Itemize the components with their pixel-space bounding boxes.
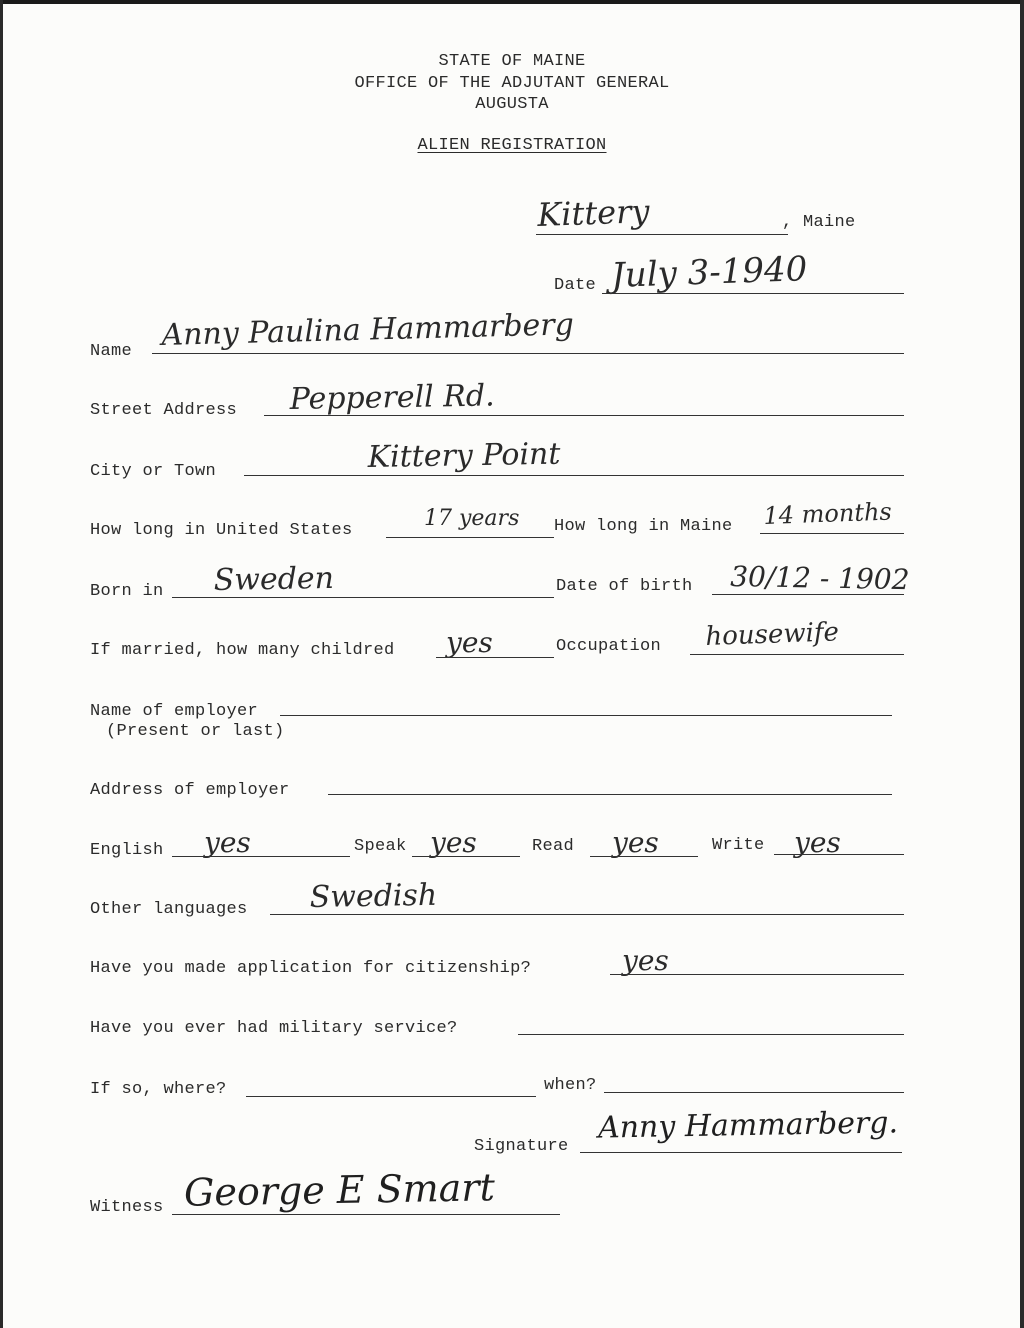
name-line [152, 353, 904, 354]
born-in-value: Sweden [213, 560, 335, 598]
scan-edge-left [0, 0, 3, 1328]
citizenship-value: yes [622, 944, 669, 977]
street-address-line [264, 415, 904, 416]
signature-value: Anny Hammarberg. [597, 1105, 899, 1146]
form-title: ALIEN REGISTRATION [417, 136, 607, 155]
english-value: yes [204, 826, 251, 859]
scan-edge-top [0, 0, 1024, 4]
how-long-us-label: How long in United States [90, 521, 353, 540]
how-long-maine-label: How long in Maine [554, 517, 733, 536]
married-children-value: yes [446, 626, 493, 659]
other-languages-value: Swedish [309, 877, 438, 915]
read-line [590, 856, 698, 857]
city-line [244, 475, 904, 476]
military-label: Have you ever had military service? [90, 1019, 458, 1038]
other-languages-label: Other languages [90, 900, 248, 919]
name-label: Name [90, 342, 133, 361]
born-in-line [172, 597, 554, 598]
occupation-line [690, 654, 904, 655]
write-label: Write [712, 836, 765, 855]
citizenship-label: Have you made application for citizenship? [90, 959, 532, 978]
header-state: STATE OF MAINE [438, 52, 586, 71]
read-value: yes [612, 826, 659, 859]
witness-label: Witness [90, 1198, 164, 1217]
street-address-value: Pepperell Rd. [289, 378, 495, 417]
citizenship-line [610, 974, 904, 975]
header-city: AUGUSTA [475, 95, 549, 114]
city-label: City or Town [90, 462, 217, 481]
born-in-label: Born in [90, 582, 164, 601]
employer-name-label: Name of employer [90, 702, 259, 721]
speak-label: Speak [354, 837, 407, 856]
where-label: If so, where? [90, 1080, 227, 1099]
occupation-label: Occupation [556, 637, 662, 656]
date-of-birth-label: Date of birth [556, 577, 693, 596]
name-value: Anny Paulina Hammarberg [161, 307, 575, 353]
date-line [602, 293, 904, 294]
read-label: Read [532, 837, 575, 856]
scan-edge-right [1020, 0, 1024, 1328]
date-of-birth-value: 30/12 - 1902 [730, 560, 910, 597]
employer-note: (Present or last) [106, 722, 285, 741]
witness-line [172, 1214, 560, 1215]
when-line [604, 1092, 904, 1093]
write-line [774, 854, 904, 855]
speak-line [412, 856, 520, 857]
how-long-maine-value: 14 months [763, 497, 893, 530]
town-value: Kittery [536, 192, 651, 234]
header-office: OFFICE OF THE ADJUTANT GENERAL [354, 74, 670, 93]
date-of-birth-line [712, 594, 904, 595]
english-line [172, 856, 350, 857]
english-label: English [90, 841, 164, 860]
city-value: Kittery Point [367, 436, 561, 475]
maine-label: , Maine [782, 213, 856, 232]
date-value: July 3-1940 [610, 249, 808, 296]
other-languages-line [270, 914, 904, 915]
employer-address-label: Address of employer [90, 781, 290, 800]
date-label: Date [554, 276, 597, 295]
occupation-value: housewife [704, 617, 840, 652]
military-line [518, 1034, 904, 1035]
married-children-label: If married, how many childred [90, 641, 395, 660]
married-children-line [436, 657, 554, 658]
employer-address-line [328, 794, 892, 795]
how-long-us-value: 17 years [424, 506, 520, 531]
town-line [536, 234, 788, 235]
how-long-maine-line [760, 533, 904, 534]
employer-name-line [280, 715, 892, 716]
write-value: yes [794, 826, 841, 859]
witness-value: George E Smart [183, 1165, 496, 1215]
signature-line [580, 1152, 902, 1153]
signature-label: Signature [474, 1137, 569, 1156]
how-long-us-line [386, 537, 554, 538]
speak-value: yes [430, 826, 477, 859]
when-label: when? [544, 1076, 597, 1095]
where-line [246, 1096, 536, 1097]
street-address-label: Street Address [90, 401, 238, 420]
